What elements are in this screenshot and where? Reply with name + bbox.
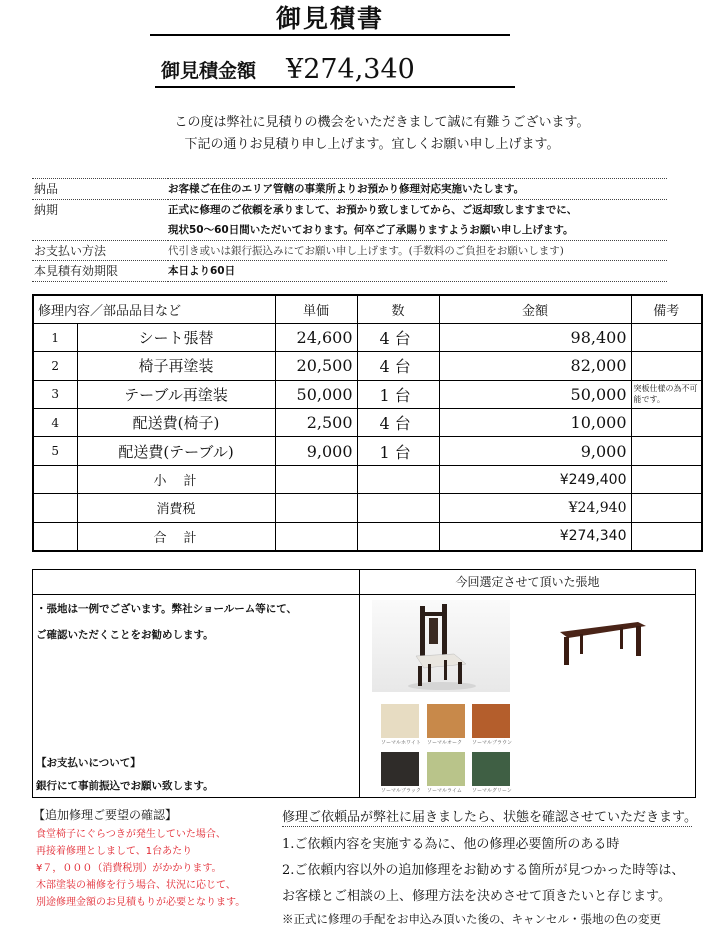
terms-value: 代引き或いは銀行振込みにてお願い申し上げます。(手数料のご負担をお願いします) bbox=[168, 244, 564, 257]
inspection-note: お客様とご相談の上、修理方法を決めさせて頂きたいと存じます。 bbox=[282, 889, 671, 904]
fabric-swatch bbox=[381, 752, 419, 786]
tax-label: 消費税 bbox=[77, 494, 275, 522]
fabric-swatch-label: ソーマルブラウン bbox=[472, 740, 513, 746]
terms-label: 納品 bbox=[34, 182, 59, 197]
table-row bbox=[33, 380, 702, 408]
divider bbox=[282, 826, 692, 827]
total-label: 合 計 bbox=[77, 522, 275, 550]
row-qty: 4 台 bbox=[357, 323, 439, 351]
estimate-amount-value: ¥274,340 bbox=[286, 54, 415, 85]
header-item: 修理内容／部品品目など bbox=[33, 295, 275, 323]
row-note bbox=[631, 437, 702, 465]
terms-value: 正式に修理のご依頼を承りまして、お預かり致しましてから、ご返却致しますまでに、 bbox=[168, 204, 578, 216]
terms-label bbox=[32, 220, 168, 241]
inspection-note: 2.ご依頼内容以外の追加修理をお勧めする箇所が見つかった時等は、 bbox=[282, 863, 685, 878]
chair-photo bbox=[372, 600, 510, 692]
row-number: 5 bbox=[33, 437, 77, 465]
row-item-name: 配送費(椅子) bbox=[77, 409, 275, 437]
subtotal-row bbox=[33, 465, 702, 493]
terms-row bbox=[32, 240, 667, 261]
table-header-row bbox=[33, 295, 702, 323]
table-photo bbox=[552, 612, 652, 672]
terms-value: お客様ご在住のエリア管轄の事業所よりお預かり修理対応実施いたします。 bbox=[168, 183, 525, 196]
row-number: 3 bbox=[33, 380, 77, 408]
greeting-line-1: この度は弊社に見積りの機会をいただきまして誠に有難うございます。 bbox=[174, 115, 590, 130]
payment-heading: 【お支払いについて】 bbox=[36, 757, 141, 769]
terms-label: 納期 bbox=[34, 203, 59, 217]
divider bbox=[359, 570, 360, 797]
extra-repair-line: 再接着修理としまして、1台あたり bbox=[36, 846, 193, 857]
extra-repair-line: ¥７，０００（消費税別）がかかります。 bbox=[36, 863, 222, 874]
row-number: 1 bbox=[33, 323, 77, 351]
terms-value: 本日より60日 bbox=[168, 265, 236, 278]
tax-value: ¥24,940 bbox=[439, 494, 631, 522]
inspection-note: ※正式に修理の手配をお申込み頂いた後の、キャンセル・張地の色の変更 bbox=[282, 912, 662, 926]
terms-row bbox=[32, 199, 667, 220]
row-note bbox=[631, 352, 702, 380]
fabric-swatch bbox=[381, 704, 419, 738]
row-note bbox=[631, 323, 702, 351]
terms-label: 本見積有効期限 bbox=[34, 264, 119, 279]
fabric-note-1: ・張地は一例でございます。弊社ショールーム等にて、 bbox=[36, 603, 298, 615]
row-item-name: 配送費(テーブル) bbox=[77, 437, 275, 465]
row-item-name: 椅子再塗装 bbox=[77, 352, 275, 380]
header-unit-price: 単価 bbox=[275, 295, 357, 323]
fabric-swatch bbox=[472, 752, 510, 786]
greeting-line-2: 下記の通りお見積り申し上げます。宜しくお願い申し上げます。 bbox=[184, 137, 560, 152]
row-note: 突板仕様の為不可能です。 bbox=[631, 380, 702, 408]
terms-row bbox=[32, 220, 667, 241]
extra-repair-line: 食堂椅子にぐらつきが発生していた場合、 bbox=[36, 829, 226, 840]
row-item-name: シート張替 bbox=[77, 323, 275, 351]
extra-repair-line: 木部塗装の補修を行う場合、状況に応じて、 bbox=[36, 880, 236, 891]
row-amount: 98,400 bbox=[439, 323, 631, 351]
fabric-swatch bbox=[427, 704, 465, 738]
fabric-swatch-label: ソーマルブラック bbox=[381, 788, 421, 794]
payment-body: 銀行にて事前振込でお願い致します。 bbox=[36, 780, 214, 792]
divider bbox=[33, 594, 695, 595]
row-qty: 1 台 bbox=[357, 380, 439, 408]
estimate-amount-label: 御見積金額 bbox=[161, 60, 257, 82]
total-value: ¥274,340 bbox=[439, 522, 631, 550]
table-row bbox=[33, 409, 702, 437]
header-qty: 数 bbox=[357, 295, 439, 323]
row-unit-price: 20,500 bbox=[275, 352, 357, 380]
terms-label: お支払い方法 bbox=[34, 243, 107, 258]
fabric-title: 今回選定させて頂いた張地 bbox=[455, 575, 600, 589]
row-unit-price: 9,000 bbox=[275, 437, 357, 465]
inspection-note: 修理ご依頼品が弊社に届きましたら、状態を確認させていただきます。 bbox=[282, 810, 697, 825]
fabric-swatch bbox=[427, 752, 465, 786]
row-number: 2 bbox=[33, 352, 77, 380]
table-row bbox=[33, 437, 702, 465]
terms-value: 現状50～60日間いただいております。何卒ご了承賜りますようお願い申し上げます。 bbox=[168, 224, 574, 236]
fabric-swatch-label: ソーマルホワイト bbox=[381, 740, 421, 746]
total-row bbox=[33, 522, 702, 550]
row-unit-price: 24,600 bbox=[275, 323, 357, 351]
fabric-note-2: ご確認いただくことをお勧めします。 bbox=[36, 629, 214, 641]
row-qty: 4 台 bbox=[357, 409, 439, 437]
row-amount: 10,000 bbox=[439, 409, 631, 437]
table-row bbox=[33, 352, 702, 380]
row-qty: 1 台 bbox=[357, 437, 439, 465]
estimate-amount-row bbox=[155, 54, 515, 88]
document-title: 御見積書 bbox=[150, 4, 510, 36]
table-row bbox=[33, 323, 702, 351]
header-note: 備考 bbox=[631, 295, 702, 323]
row-amount: 50,000 bbox=[439, 380, 631, 408]
terms-table bbox=[32, 178, 667, 282]
fabric-swatch-label: ソーマルライム bbox=[427, 788, 462, 794]
fabric-swatch-label: ソーマルオーク bbox=[427, 740, 463, 746]
fabric-swatch-label: ソーマルグリーン bbox=[472, 788, 512, 794]
extra-repair-heading: 【追加修理ご要望の確認】 bbox=[33, 808, 178, 822]
terms-row bbox=[32, 179, 667, 200]
tax-row bbox=[33, 494, 702, 522]
header-amount: 金額 bbox=[439, 295, 631, 323]
fabric-swatch bbox=[472, 704, 510, 738]
row-unit-price: 50,000 bbox=[275, 380, 357, 408]
terms-row bbox=[32, 261, 667, 282]
row-amount: 9,000 bbox=[439, 437, 631, 465]
row-qty: 4 台 bbox=[357, 352, 439, 380]
inspection-note: 1.ご依頼内容を実施する為に、他の修理必要箇所のある時 bbox=[282, 837, 620, 852]
row-number: 4 bbox=[33, 409, 77, 437]
subtotal-label: 小 計 bbox=[77, 465, 275, 493]
subtotal-value: ¥249,400 bbox=[439, 465, 631, 493]
row-amount: 82,000 bbox=[439, 352, 631, 380]
extra-repair-line: 別途修理金額のお見積もりが必要となります。 bbox=[36, 897, 246, 908]
estimate-items-table bbox=[32, 294, 703, 552]
row-note bbox=[631, 409, 702, 437]
row-unit-price: 2,500 bbox=[275, 409, 357, 437]
row-item-name: テーブル再塗装 bbox=[77, 380, 275, 408]
